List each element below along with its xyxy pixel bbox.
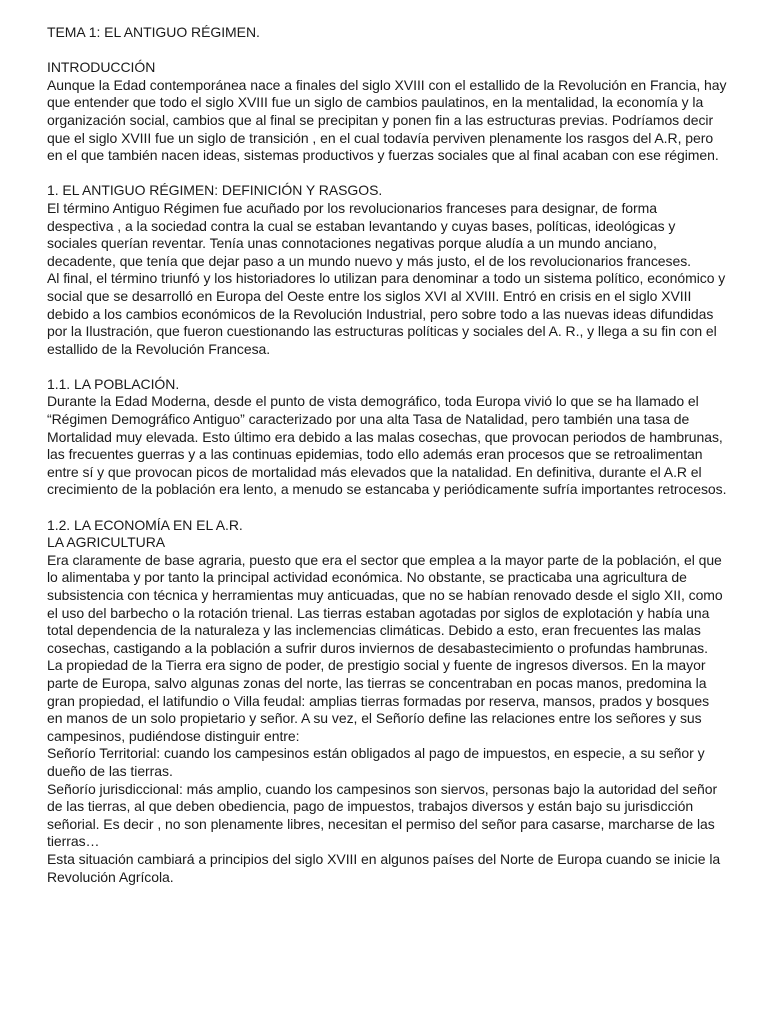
section-1-1-paragraph: Durante la Edad Moderna, desde el punto de vista demográfico, toda Europa vivió lo que se ha llamado el “Régimen Demográfico Antiguo” caracterizado por una alta Tasa de Natalidad, pero también una tasa de Mortalidad muy elevada. Esto último era debido a las malas cosechas, que provocan periodos de hambrunas, las frecuentes guerras y a las continuas epidemias, todo ello además eran procesos que se retroalimentan entre sí y que provocan picos de mortalidad más elevados que la natalidad. En definitiva, durante el A.R el crecimiento de la población era lento, a menudo se estancaba y periódicamente sufría importantes retrocesos. xyxy=(47,393,727,498)
section-1-2-paragraph-2: La propiedad de la Tierra era signo de poder, de prestigio social y fuente de ingresos diversos. En la mayor parte de Europa, salvo algunas zonas del norte, las tierras se concentraban en pocas manos, predomina la gran propiedad, el latifundio o Villa feudal: amplias tierras formadas por reserva, mansos, prados y bosques en manos de un solo propietario y señor. A su vez, el Señorío define las relaciones entre los señores y sus campesinos, pudiéndose distinguir entre: xyxy=(47,657,710,744)
section-1-2-paragraph-4: Señorío jurisdiccional: más amplio, cuando los campesinos son siervos, personas bajo la autoridad del señor de las tierras, al que deben obediencia, pago de impuestos, trabajos diversos y están bajo su jurisdicción señorial. Es decir , no son plenamente libres, necesitan el permiso del señor para casarse, marcharse de las tierras… xyxy=(47,780,718,850)
spacer xyxy=(47,358,727,376)
intro-heading: INTRODUCCIÓN xyxy=(47,59,156,76)
section-1-2-heading: 1.2. LA ECONOMÍA EN EL A.R. xyxy=(47,516,243,533)
section-1-heading: 1. EL ANTIGUO RÉGIMEN: DEFINICIÓN Y RASGOS. xyxy=(47,182,383,199)
spacer xyxy=(47,499,727,517)
intro-paragraph: Aunque la Edad contemporánea nace a finales del siglo XVIII con el estallido de la Revolución en Francia, hay que entender que todo el siglo XVIII fue un siglo de cambios paulatinos, en la mentalidad, la economía y la organización social, cambios que al final se precipitan y ponen fin a las estructuras previas. Podríamos decir que el siglo XVIII fue un siglo de transición , en el cual todavía perviven plenamente los rasgos del A.R, pero en el que también nacen ideas, sistemas productivos y fuerzas sociales que al final acaban con ese régimen. xyxy=(47,76,727,164)
section-1-paragraph-2: Al final, el término triunfó y los historiadores lo utilizan para denominar a todo un sistema político, económico y social que se desarrolló en Europa del Oeste entre los siglos XVI al XVIII. Entró en crisis en el siglo XVIII debido a los cambios económicos de la Revolución Industrial, pero sobre todo a las nuevas ideas difundidas por la Ilustración, que fueron cuestionando las estructuras políticas y sociales del A. R., y llega a su fin con el estallido de la Revolución Francesa. xyxy=(47,270,726,357)
document-page xyxy=(47,24,727,886)
section-1-paragraph-1: El término Antiguo Régimen fue acuñado por los revolucionarios franceses para designar, de forma despectiva , a la sociedad contra la cual se estaban levantando y cuyas bases, políticas, ideológicas y sociales querían reventar. Tenía unas connotaciones negativas porque aludía a un mundo anciano, decadente, que tenía que dejar paso a un mundo nuevo y más justo, el de los revolucionarios franceses. xyxy=(47,199,691,269)
document-title: TEMA 1: EL ANTIGUO RÉGIMEN. xyxy=(47,24,260,40)
section-1-1-heading: 1.1. LA POBLACIÓN. xyxy=(47,375,180,392)
spacer xyxy=(47,42,727,60)
section-1-2-subheading: LA AGRICULTURA xyxy=(47,534,166,551)
section-1-2-paragraph-3: Señorío Territorial: cuando los campesinos están obligados al pago de impuestos, en especie, a su señor y dueño de las tierras. xyxy=(47,745,705,779)
section-1-2-paragraph-1: Era claramente de base agraria, puesto que era el sector que emplea a la mayor parte de la población, el que lo alimentaba y por tanto la principal actividad económica. No obstante, se practicaba una agricultura de subsistencia con técnica y herramientas muy anticuadas, que no se habían renovado desde el siglo XII, como el uso del barbecho o la rotación trienal. Las tierras estaban agotadas por siglos de explotación y había una total dependencia de la naturaleza y las inclemencias climáticas. Debido a esto, eran frecuentes las malas cosechas, castigando a la población a sufrir duros inviernos de desabastecimiento o profundas hambrunas. xyxy=(47,551,723,656)
spacer xyxy=(47,165,727,183)
section-1-2-paragraph-5: Esta situación cambiará a principios del siglo XVIII en algunos países del Norte de Europa cuando se inicie la Revolución Agrícola. xyxy=(47,850,721,885)
